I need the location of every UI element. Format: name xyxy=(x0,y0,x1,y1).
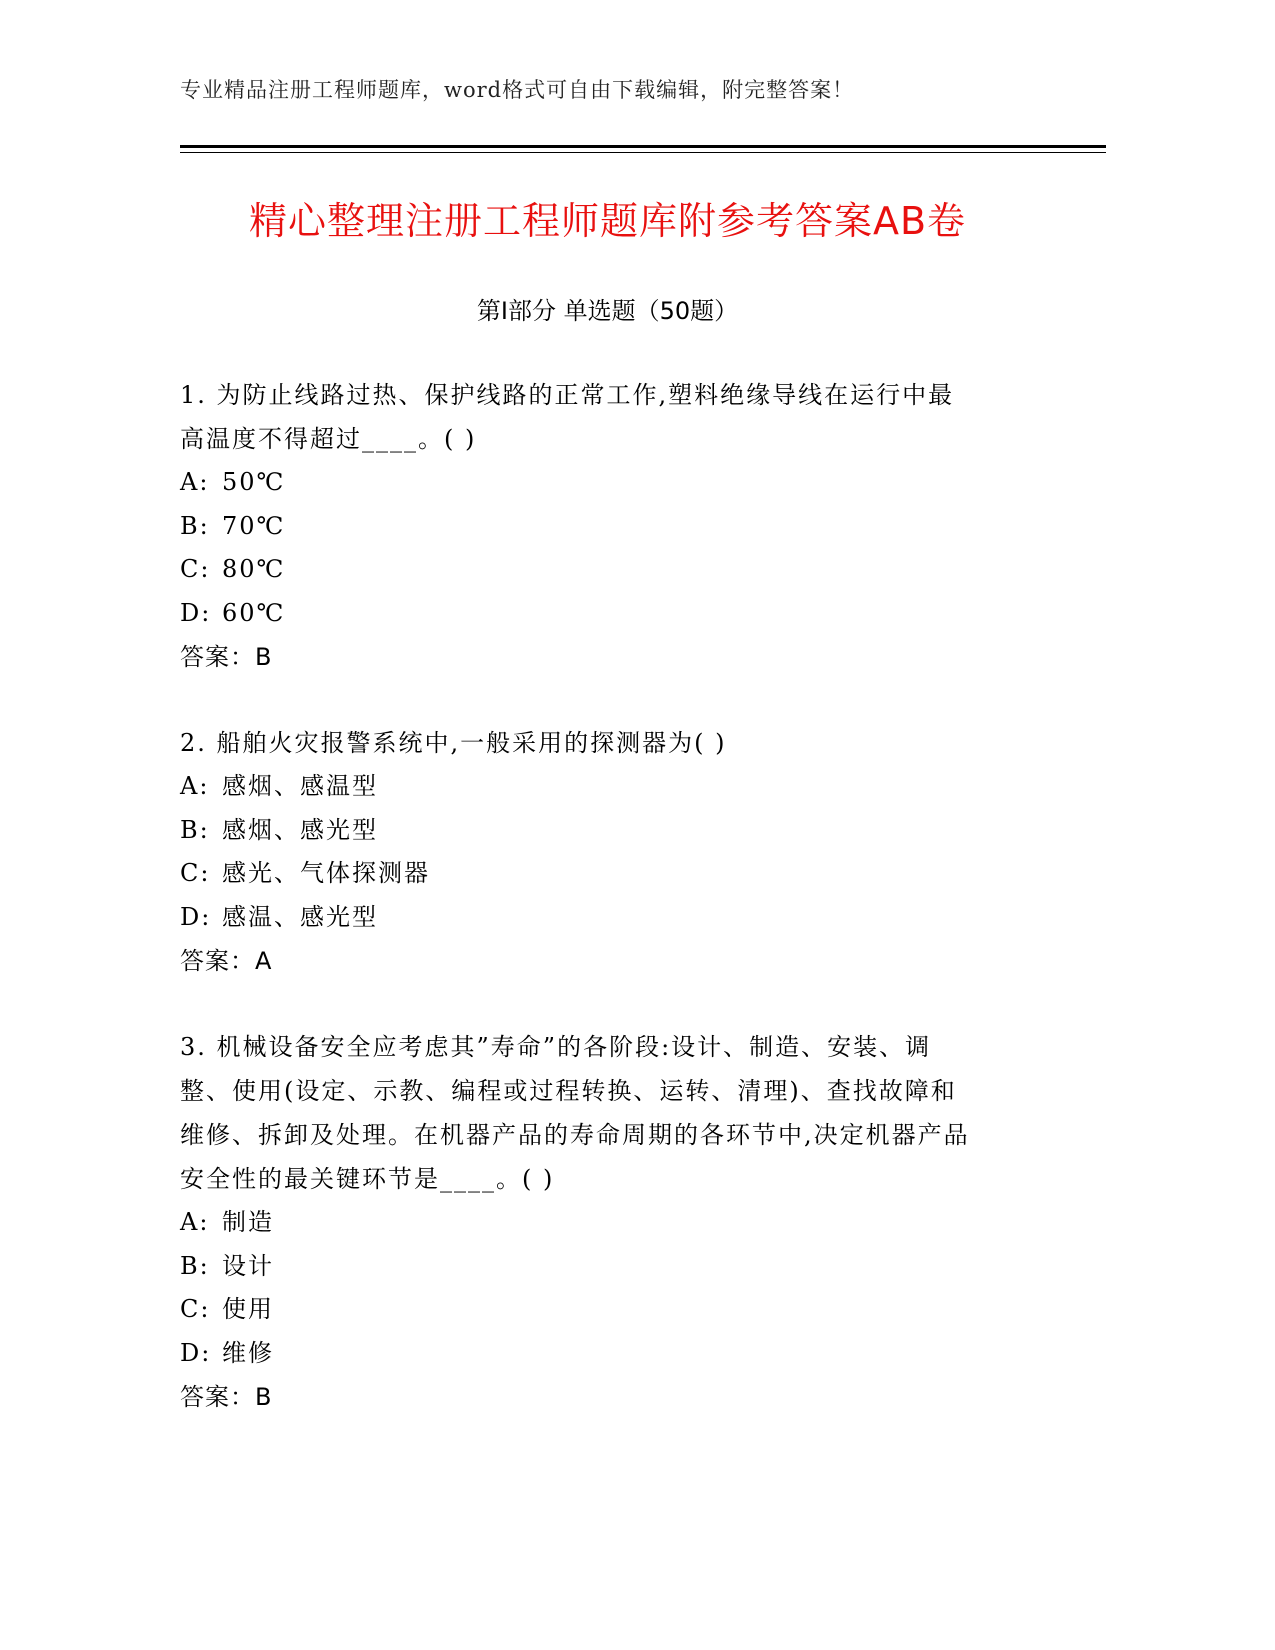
option-text: 感温、感光型 xyxy=(222,902,378,931)
option-d xyxy=(180,1332,1040,1376)
option-c xyxy=(180,852,1040,896)
question-text-line: 2. 船舶火灾报警系统中,一般采用的探测器为( ) xyxy=(180,729,727,757)
option-d xyxy=(180,896,1040,940)
question-text-line: 1. 为防止线路过热、保护线路的正常工作,塑料绝缘导线在运行中最 xyxy=(180,381,955,409)
question-2 xyxy=(180,721,1040,983)
option-text: 制造 xyxy=(222,1208,274,1236)
option-text: 使用 xyxy=(222,1295,274,1323)
option-text: 感光、气体探测器 xyxy=(222,859,430,887)
option-text: 设计 xyxy=(222,1251,274,1280)
option-key: D: xyxy=(180,902,212,931)
option-key: C: xyxy=(180,1295,211,1323)
document-title: 精心整理注册工程师题库附参考答案AB卷 xyxy=(248,199,967,243)
answer-line: 答案：B xyxy=(180,643,273,671)
question-text-line: 维修、拆卸及处理。在机器产品的寿命周期的各环节中,决定机器产品 xyxy=(180,1121,970,1149)
option-b xyxy=(180,505,1040,549)
question-text-line: 3. 机械设备安全应考虑其”寿命”的各阶段:设计、制造、安装、调 xyxy=(180,1033,932,1061)
option-key: C: xyxy=(180,859,211,887)
header-rule-thin xyxy=(180,152,1106,153)
option-a xyxy=(180,765,1040,809)
option-key: B: xyxy=(180,511,210,540)
option-text: 50℃ xyxy=(222,468,286,496)
question-text-line: 高温度不得超过____。( ) xyxy=(180,425,477,453)
option-key: A: xyxy=(180,1208,210,1236)
option-c xyxy=(180,548,1040,592)
question-1 xyxy=(180,373,1040,679)
question-text-line: 整、使用(设定、示教、编程或过程转换、运转、清理)、查找故障和 xyxy=(180,1077,957,1105)
option-key: B: xyxy=(180,815,210,844)
option-c xyxy=(180,1288,1040,1332)
option-key: C: xyxy=(180,555,211,583)
option-a xyxy=(180,1201,1040,1245)
option-a xyxy=(180,461,1040,505)
option-b xyxy=(180,1245,1040,1289)
question-3 xyxy=(180,1025,1040,1419)
option-text: 感烟、感光型 xyxy=(222,815,378,844)
answer-line: 答案：B xyxy=(180,1383,273,1411)
option-key: D: xyxy=(180,1338,212,1367)
option-key: D: xyxy=(180,598,212,627)
question-text-line: 安全性的最关键环节是____。( ) xyxy=(180,1165,555,1193)
option-text: 60℃ xyxy=(222,598,286,627)
section-title: 第Ⅰ部分 单选题（50题） xyxy=(476,297,739,325)
option-text: 70℃ xyxy=(222,511,286,540)
option-key: A: xyxy=(180,772,210,800)
answer-line: 答案：A xyxy=(180,947,273,975)
option-key: A: xyxy=(180,468,210,496)
option-text: 维修 xyxy=(222,1338,274,1367)
option-text: 感烟、感温型 xyxy=(222,772,378,800)
option-text: 80℃ xyxy=(222,555,286,583)
header-note: 专业精品注册工程师题库，word格式可自由下载编辑，附完整答案！ xyxy=(180,78,855,102)
option-d xyxy=(180,592,1040,636)
option-key: B: xyxy=(180,1251,210,1280)
header-rule-thick xyxy=(180,145,1106,148)
option-b xyxy=(180,809,1040,853)
